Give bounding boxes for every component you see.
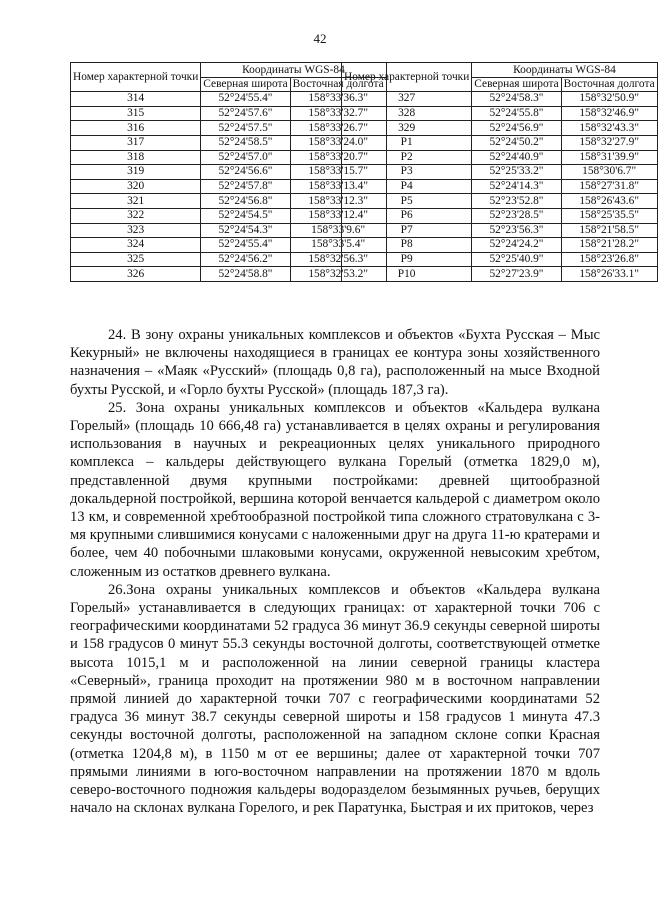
point-number-cell: 325 xyxy=(71,252,201,267)
east-lon-cell: 158°30'6.7" xyxy=(561,165,657,180)
east-lon-cell: 158°26'33.1" xyxy=(561,267,657,282)
table-row xyxy=(342,267,658,282)
east-lon-cell: 158°32'56.3" xyxy=(290,252,386,267)
header-north-lat: Северная широта xyxy=(201,77,290,92)
north-lat-cell: 52°24'58.5" xyxy=(201,135,290,150)
table-row xyxy=(71,135,387,150)
point-number-cell: 317 xyxy=(71,135,201,150)
north-lat-cell: 52°23'52.8" xyxy=(472,194,561,209)
north-lat-cell: 52°24'56.2" xyxy=(201,252,290,267)
east-lon-cell: 158°33'5.4" xyxy=(290,238,386,253)
east-lon-cell: 158°33'36.3" xyxy=(290,92,386,107)
north-lat-cell: 52°24'54.3" xyxy=(201,223,290,238)
north-lat-cell: 52°24'50.2" xyxy=(472,135,561,150)
table-row xyxy=(342,208,658,223)
east-lon-cell: 158°32'43.3" xyxy=(561,121,657,136)
coordinates-table-left xyxy=(70,62,387,282)
north-lat-cell: 52°24'57.6" xyxy=(201,106,290,121)
north-lat-cell: 52°24'56.6" xyxy=(201,165,290,180)
point-number-cell: P4 xyxy=(342,179,472,194)
point-number-cell: 321 xyxy=(71,194,201,209)
point-number-cell: 320 xyxy=(71,179,201,194)
east-lon-cell: 158°21'28.2" xyxy=(561,238,657,253)
point-number-cell: 326 xyxy=(71,267,201,282)
point-number-cell: 323 xyxy=(71,223,201,238)
east-lon-cell: 158°32'46.9" xyxy=(561,106,657,121)
east-lon-cell: 158°32'50.9" xyxy=(561,92,657,107)
table-row xyxy=(71,252,387,267)
point-number-cell: 316 xyxy=(71,121,201,136)
table-row xyxy=(71,121,387,136)
table-row xyxy=(342,238,658,253)
table-row xyxy=(342,223,658,238)
north-lat-cell: 52°24'55.8" xyxy=(472,106,561,121)
east-lon-cell: 158°33'12.4" xyxy=(290,208,386,223)
east-lon-cell: 158°33'24.0" xyxy=(290,135,386,150)
table-row xyxy=(342,150,658,165)
east-lon-cell: 158°25'35.5" xyxy=(561,208,657,223)
table-row xyxy=(71,92,387,107)
north-lat-cell: 52°24'57.8" xyxy=(201,179,290,194)
header-north-lat: Северная широта xyxy=(472,77,561,92)
east-lon-cell: 158°27'31.8" xyxy=(561,179,657,194)
point-number-cell: 329 xyxy=(342,121,472,136)
point-number-cell: 314 xyxy=(71,92,201,107)
north-lat-cell: 52°24'55.4" xyxy=(201,238,290,253)
east-lon-cell: 158°33'26.7" xyxy=(290,121,386,136)
point-number-cell: 328 xyxy=(342,106,472,121)
table-row xyxy=(342,121,658,136)
header-east-lon: Восточная долгота xyxy=(561,77,657,92)
table-row xyxy=(342,106,658,121)
north-lat-cell: 52°24'40.9" xyxy=(472,150,561,165)
table-row xyxy=(71,238,387,253)
point-number-cell: P9 xyxy=(342,252,472,267)
north-lat-cell: 52°24'14.3" xyxy=(472,179,561,194)
north-lat-cell: 52°25'40.9" xyxy=(472,252,561,267)
table-row xyxy=(342,252,658,267)
point-number-cell: 327 xyxy=(342,92,472,107)
body-text xyxy=(70,326,600,817)
header-coords-title: Координаты WGS-84 xyxy=(201,63,386,78)
east-lon-cell: 158°23'26.8" xyxy=(561,252,657,267)
header-east-lon: Восточная долгота xyxy=(290,77,386,92)
east-lon-cell: 158°33'12.3" xyxy=(290,194,386,209)
table-row xyxy=(71,194,387,209)
paragraph-25: 25. Зона охраны уникальных комплексов и объектов «Кальдера вулкана Горелый» (площадь 10 666,48 га) устанавливается в целях охраны и регулирования использования в научных и рекреационных целях уникального природного комплекса – кальдеры действующего вулкана Горелый (отметка 1829,0 м), представленной двумя крупными постройками: древней щитообразной докальдерной постройкой, вершина которой венчается кальдерой с диаметром около 13 км, и современной хребтообразной постройкой типа сложного стратовулкана с 3-мя крупными слившимися конусами с наложенными друг на друга 11-ю кратерами и более, чем 40 побочными шлаковыми конусами, окруженной невысоким хребтом, сложенным из остатков древнего вулкана. xyxy=(70,399,600,580)
north-lat-cell: 52°24'58.3" xyxy=(472,92,561,107)
table-row xyxy=(71,208,387,223)
east-lon-cell: 158°33'9.6" xyxy=(290,223,386,238)
north-lat-cell: 52°24'55.4" xyxy=(201,92,290,107)
point-number-cell: 322 xyxy=(71,208,201,223)
header-point-number: Номер характерной точки xyxy=(71,63,201,92)
page-number: 42 xyxy=(313,31,327,46)
point-number-cell: P3 xyxy=(342,165,472,180)
east-lon-cell: 158°31'39.9" xyxy=(561,150,657,165)
table-row xyxy=(71,150,387,165)
table-row xyxy=(342,135,658,150)
north-lat-cell: 52°23'28.5" xyxy=(472,208,561,223)
table-row xyxy=(342,92,658,107)
point-number-cell: P2 xyxy=(342,150,472,165)
east-lon-cell: 158°33'20.7" xyxy=(290,150,386,165)
east-lon-cell: 158°33'15.7" xyxy=(290,165,386,180)
table-row xyxy=(71,106,387,121)
east-lon-cell: 158°21'58.5" xyxy=(561,223,657,238)
table-row xyxy=(71,267,387,282)
table-row xyxy=(71,223,387,238)
point-number-cell: P6 xyxy=(342,208,472,223)
north-lat-cell: 52°24'24.2" xyxy=(472,238,561,253)
header-point-number: Номер характерной точки xyxy=(342,63,472,92)
table-row xyxy=(342,194,658,209)
north-lat-cell: 52°24'57.5" xyxy=(201,121,290,136)
point-number-cell: P1 xyxy=(342,135,472,150)
north-lat-cell: 52°24'54.5" xyxy=(201,208,290,223)
east-lon-cell: 158°32'27.9" xyxy=(561,135,657,150)
north-lat-cell: 52°24'58.8" xyxy=(201,267,290,282)
table-row xyxy=(71,165,387,180)
point-number-cell: P8 xyxy=(342,238,472,253)
east-lon-cell: 158°26'43.6" xyxy=(561,194,657,209)
point-number-cell: 319 xyxy=(71,165,201,180)
north-lat-cell: 52°24'56.8" xyxy=(201,194,290,209)
east-lon-cell: 158°32'53.2" xyxy=(290,267,386,282)
table-row xyxy=(342,179,658,194)
point-number-cell: 324 xyxy=(71,238,201,253)
paragraph-24: 24. В зону охраны уникальных комплексов и объектов «Бухта Русская – Мыс Кекурный» не включены находящиеся в границах ее контура зоны хозяйственного назначения – «Маяк «Русский» (площадь 0,8 га), расположенный на мысе Входной бухты Русской, и «Горло бухты Русской» (площадь 187,3 га). xyxy=(70,327,600,398)
point-number-cell: 315 xyxy=(71,106,201,121)
east-lon-cell: 158°33'32.7" xyxy=(290,106,386,121)
point-number-cell: P5 xyxy=(342,194,472,209)
north-lat-cell: 52°23'56.3" xyxy=(472,223,561,238)
north-lat-cell: 52°27'23.9" xyxy=(472,267,561,282)
point-number-cell: 318 xyxy=(71,150,201,165)
paragraph-26: 26.Зона охраны уникальных комплексов и объектов «Кальдера вулкана Горелый» устанавливается в следующих границах: от характерной точки 706 с географическими координатами 52 градуса 36 минут 36.9 секунды северной широты и 158 градусов 0 минут 55.3 секунды восточной долготы, соответствующей отметке высота 1015,1 м и расположенной на линии северной границы кластера «Северный», граница проходит на протяжении 980 м в восточном направлении прямой линией до характерной точки 707 с географическими координатами 52 градуса 36 минут 38.7 секунды северной широты и 158 градусов 1 минута 47.3 секунды восточной долготы, расположенной на западном склоне сопки Красная (отметка 1204,8 м), в 1150 м от ее вершины; далее от характерной точки 707 прямыми линиями в юго-восточном направлении на протяжении 1870 м вдоль северо-восточного подножия кальдеры водоразделом безымянных ручьев, берущих начало на склонах вулкана Горелого, и рек Паратунка, Быстрая и их притоков, через xyxy=(70,581,600,817)
coordinates-table-right xyxy=(341,62,658,282)
north-lat-cell: 52°25'33.2" xyxy=(472,165,561,180)
east-lon-cell: 158°33'13.4" xyxy=(290,179,386,194)
point-number-cell: P7 xyxy=(342,223,472,238)
north-lat-cell: 52°24'56.9" xyxy=(472,121,561,136)
north-lat-cell: 52°24'57.0" xyxy=(201,150,290,165)
table-row xyxy=(342,165,658,180)
point-number-cell: P10 xyxy=(342,267,472,282)
header-coords-title: Координаты WGS-84 xyxy=(472,63,657,78)
table-row xyxy=(71,179,387,194)
